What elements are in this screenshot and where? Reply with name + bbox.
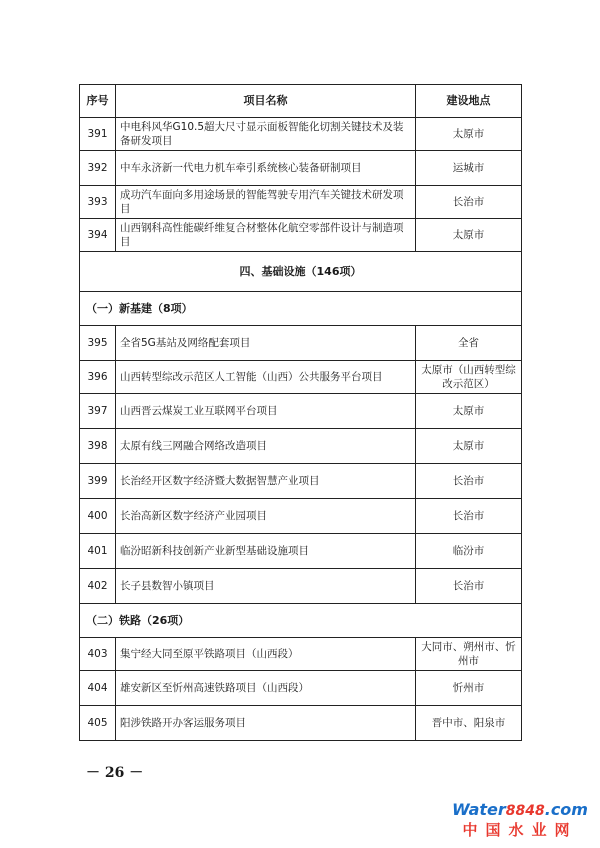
row-no: 400 — [80, 499, 116, 534]
subsection-row — [80, 604, 522, 638]
table-row — [80, 326, 522, 361]
row-name: 临汾昭新科技创新产业新型基础设施项目 — [116, 534, 416, 569]
header-location: 建设地点 — [416, 85, 522, 118]
row-name: 太原有线三网融合网络改造项目 — [116, 429, 416, 464]
row-no: 394 — [80, 219, 116, 252]
table-header-row — [80, 85, 522, 118]
row-name: 长治高新区数字经济产业园项目 — [116, 499, 416, 534]
row-location: 忻州市 — [416, 671, 522, 706]
watermark-brand-domain: .com — [544, 800, 588, 819]
row-name: 长子县数智小镇项目 — [116, 569, 416, 604]
table-row — [80, 361, 522, 394]
watermark-logo — [450, 801, 590, 840]
table-row — [80, 671, 522, 706]
row-name: 成功汽车面向多用途场景的智能驾驶专用汽车关键技术研发项目 — [116, 186, 416, 219]
row-name: 中车永济新一代电力机车牵引系统核心装备研制项目 — [116, 151, 416, 186]
table-row — [80, 219, 522, 252]
table-row — [80, 569, 522, 604]
row-name: 山西钢科高性能碳纤维复合材整体化航空零部件设计与制造项目 — [116, 219, 416, 252]
row-no: 395 — [80, 326, 116, 361]
table-row — [80, 394, 522, 429]
row-no: 391 — [80, 118, 116, 151]
watermark-brand — [450, 801, 590, 820]
subsection-title: （二）铁路（26项） — [80, 604, 522, 638]
subsection-row — [80, 292, 522, 326]
watermark-brand-water: Water — [452, 800, 506, 819]
project-table — [79, 84, 522, 741]
watermark-brand-number: 8848 — [505, 803, 545, 819]
table-row — [80, 499, 522, 534]
row-location: 全省 — [416, 326, 522, 361]
row-no: 396 — [80, 361, 116, 394]
row-no: 393 — [80, 186, 116, 219]
row-location: 长治市 — [416, 186, 522, 219]
row-name: 山西转型综改示范区人工智能（山西）公共服务平台项目 — [116, 361, 416, 394]
row-no: 401 — [80, 534, 116, 569]
row-no: 402 — [80, 569, 116, 604]
row-location: 太原市 — [416, 219, 522, 252]
table-row — [80, 638, 522, 671]
row-name: 集宁经大同至原平铁路项目（山西段） — [116, 638, 416, 671]
row-location: 太原市（山西转型综改示范区） — [416, 361, 522, 394]
row-no: 405 — [80, 706, 116, 741]
table-row — [80, 464, 522, 499]
row-location: 长治市 — [416, 499, 522, 534]
row-name: 全省5G基站及网络配套项目 — [116, 326, 416, 361]
row-no: 397 — [80, 394, 116, 429]
row-no: 404 — [80, 671, 116, 706]
row-no: 398 — [80, 429, 116, 464]
row-location: 太原市 — [416, 118, 522, 151]
table-row — [80, 534, 522, 569]
row-no: 392 — [80, 151, 116, 186]
row-location: 长治市 — [416, 569, 522, 604]
row-name: 山西晋云煤炭工业互联网平台项目 — [116, 394, 416, 429]
table-row — [80, 706, 522, 741]
header-no: 序号 — [80, 85, 116, 118]
table-row — [80, 118, 522, 151]
section-title: 四、基础设施（146项） — [80, 252, 522, 292]
row-location: 大同市、朔州市、忻州市 — [416, 638, 522, 671]
row-location: 运城市 — [416, 151, 522, 186]
row-location: 太原市 — [416, 394, 522, 429]
section-row — [80, 252, 522, 292]
subsection-title: （一）新基建（8项） — [80, 292, 522, 326]
watermark-cn-text: 中国水业网 — [462, 821, 578, 839]
row-location: 太原市 — [416, 429, 522, 464]
row-location: 晋中市、阳泉市 — [416, 706, 522, 741]
row-name: 雄安新区至忻州高速铁路项目（山西段） — [116, 671, 416, 706]
row-location: 临汾市 — [416, 534, 522, 569]
row-name: 阳涉铁路开办客运服务项目 — [116, 706, 416, 741]
table-row — [80, 186, 522, 219]
row-no: 403 — [80, 638, 116, 671]
row-name: 中电科风华G10.5超大尺寸显示面板智能化切割关键技术及装备研发项目 — [116, 118, 416, 151]
header-name: 项目名称 — [116, 85, 416, 118]
row-name: 长治经开区数字经济暨大数据智慧产业项目 — [116, 464, 416, 499]
table-row — [80, 151, 522, 186]
page-number: － 26 － — [86, 765, 144, 781]
row-location: 长治市 — [416, 464, 522, 499]
row-no: 399 — [80, 464, 116, 499]
table-row — [80, 429, 522, 464]
